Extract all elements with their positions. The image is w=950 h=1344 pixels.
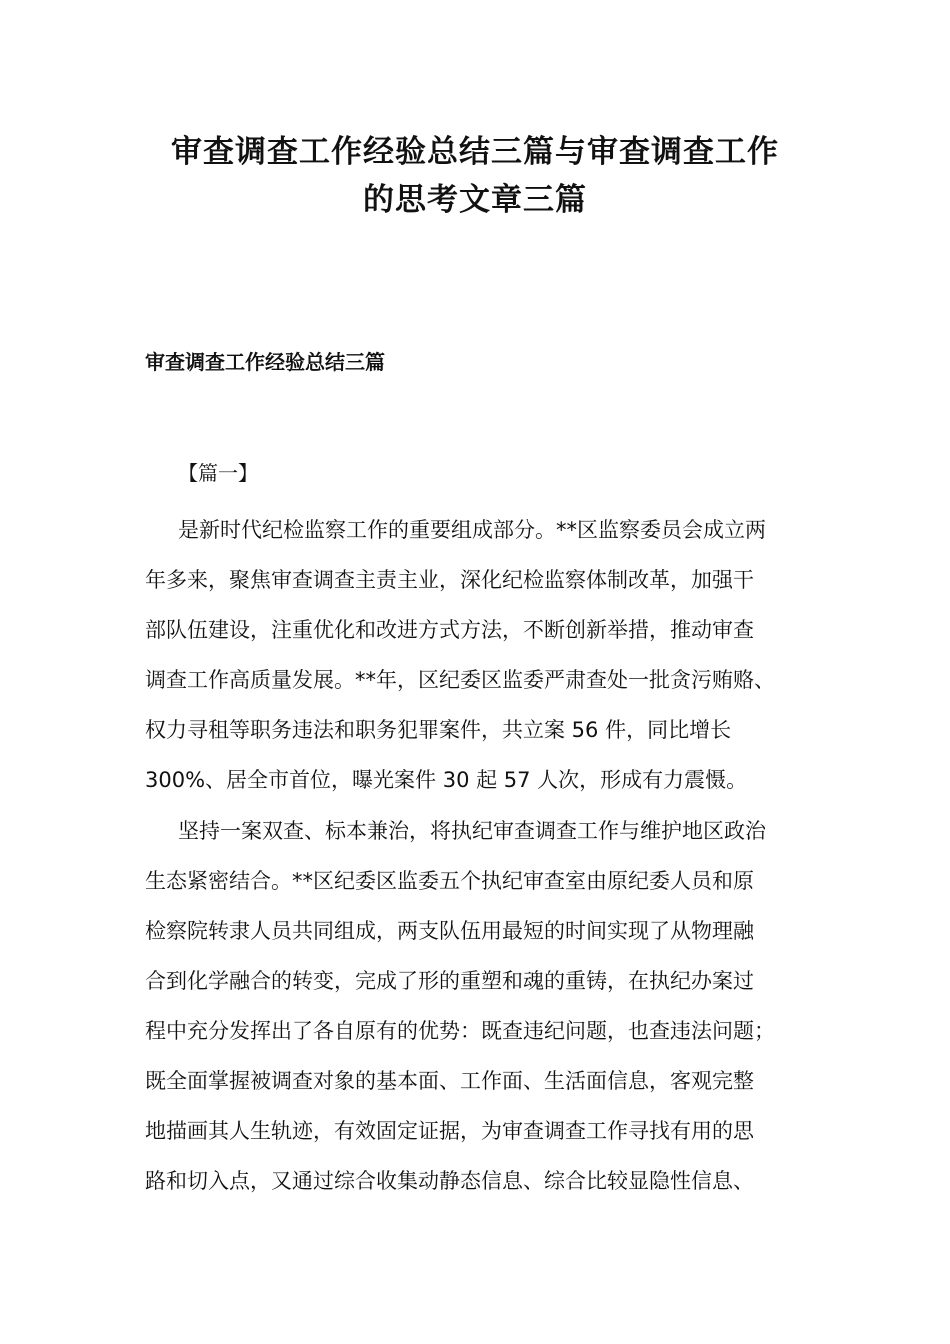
document-title: [120, 128, 830, 224]
paragraph-1: [145, 505, 811, 805]
paragraph-line: 权力寻租等职务违法和职务犯罪案件，共立案 56 件，同比增长: [145, 718, 732, 742]
paragraph-line: 是新时代纪检监察工作的重要组成部分。**区监察委员会成立两: [178, 518, 766, 542]
title-line-1: 审查调查工作经验总结三篇与审查调查工作: [171, 134, 779, 170]
paragraph-line: 调查工作高质量发展。**年，区纪委区监委严肃查处一批贪污贿赂、: [145, 668, 775, 692]
paragraph-line: 检察院转隶人员共同组成，两支队伍用最短的时间实现了从物理融: [145, 919, 754, 943]
paragraph-line: 路和切入点，又通过综合收集动静态信息、综合比较显隐性信息、: [145, 1169, 754, 1193]
section-heading: 审查调查工作经验总结三篇: [145, 350, 385, 374]
paragraph-line: 生态紧密结合。**区纪委区监委五个执纪审查室由原纪委人员和原: [145, 869, 754, 893]
paragraph-line: 年多来，聚焦审查调查主责主业，深化纪检监察体制改革，加强干: [145, 568, 754, 592]
paragraph-line: 300%、居全市首位，曝光案件 30 起 57 人次，形成有力震慑。: [145, 768, 748, 792]
paragraph-line: 部队伍建设，注重优化和改进方式方法，不断创新举措，推动审查: [145, 618, 754, 642]
paragraph-line: 地描画其人生轨迹，有效固定证据，为审查调查工作寻找有用的思: [145, 1119, 754, 1143]
paragraph-line: 既全面掌握被调查对象的基本面、工作面、生活面信息，客观完整: [145, 1069, 754, 1093]
title-line-2: 的思考文章三篇: [363, 182, 587, 218]
part-label: 【篇一】: [178, 461, 258, 485]
paragraph-line: 坚持一案双查、标本兼治，将执纪审查调查工作与维护地区政治: [178, 819, 766, 843]
paragraph-line: 合到化学融合的转变，完成了形的重塑和魂的重铸，在执纪办案过: [145, 969, 754, 993]
paragraph-2: [145, 806, 811, 1206]
paragraph-line: 程中充分发挥出了各自原有的优势：既查违纪问题，也查违法问题；: [145, 1019, 775, 1043]
